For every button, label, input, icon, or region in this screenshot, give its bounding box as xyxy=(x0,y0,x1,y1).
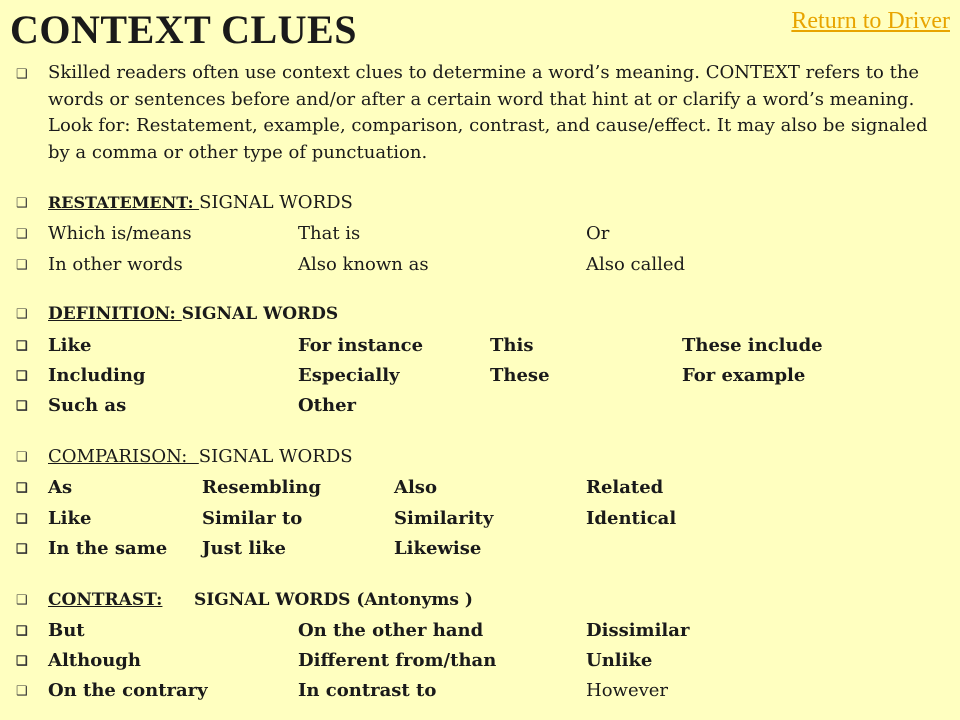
intro-paragraph: Skilled readers often use context clues to determine a word’s meaning. CONTEXT refers to the words or sentences before and/or after a certain word that hint at or clarify a word’s meaning. Look for: Restatement, example, comparison, contrast, and cause/effect. It may also be signaled by a comma or other type of punctuation. xyxy=(48,62,928,163)
signal-word: Or xyxy=(586,223,610,244)
restatement-signal-words: SIGNAL WORDS xyxy=(199,192,353,213)
signal-word: This xyxy=(490,335,534,356)
signal-word: Different from/than xyxy=(298,650,497,671)
contrast-signal-words: SIGNAL WORDS (Antonyms ) xyxy=(194,590,473,610)
signal-word: On the contrary xyxy=(48,680,208,701)
bullet-icon: ❑ xyxy=(16,450,28,465)
bullet-icon: ❑ xyxy=(16,258,28,273)
signal-word: As xyxy=(48,477,73,498)
definition-label: DEFINITION: xyxy=(48,304,182,324)
definition-heading-row xyxy=(0,299,960,329)
restatement-heading xyxy=(48,188,353,218)
signal-word: Like xyxy=(48,335,92,356)
definition-row xyxy=(0,391,960,421)
bullet-icon: ❑ xyxy=(16,307,28,322)
signal-word: In contrast to xyxy=(298,680,437,701)
bullet-icon: ❑ xyxy=(16,67,28,82)
contrast-row xyxy=(0,616,960,646)
comparison-heading-row xyxy=(0,442,960,472)
signal-word: Dissimilar xyxy=(586,620,690,641)
signal-word: For instance xyxy=(298,335,424,356)
comparison-row xyxy=(0,534,960,564)
signal-word: That is xyxy=(298,223,361,244)
signal-word: Other xyxy=(298,395,357,416)
bullet-icon: ❑ xyxy=(16,339,28,354)
comparison-row xyxy=(0,504,960,534)
bullet-icon: ❑ xyxy=(16,654,28,669)
signal-word: Just like xyxy=(202,538,286,559)
signal-word: Also called xyxy=(586,254,686,275)
signal-word: Also xyxy=(394,477,437,498)
signal-word: In the same xyxy=(48,538,168,559)
contrast-heading xyxy=(48,585,162,615)
contrast-heading-row xyxy=(0,585,960,615)
restatement-row xyxy=(0,219,960,249)
definition-row xyxy=(0,331,960,361)
signal-word: Resembling xyxy=(202,477,321,498)
signal-word: For example xyxy=(682,365,806,386)
contrast-row xyxy=(0,676,960,706)
signal-word: Such as xyxy=(48,395,127,416)
signal-word: However xyxy=(586,680,669,701)
signal-word: In other words xyxy=(48,254,183,275)
bullet-icon: ❑ xyxy=(16,542,28,557)
comparison-signal-words: SIGNAL WORDS xyxy=(198,446,353,467)
signal-word: Which is/means xyxy=(48,223,192,244)
signal-word: These include xyxy=(682,335,823,356)
definition-heading xyxy=(48,299,338,329)
comparison-heading xyxy=(48,442,353,472)
comparison-label: COMPARISON: xyxy=(48,446,199,467)
contrast-label: CONTRAST: xyxy=(48,590,163,610)
signal-word: Related xyxy=(586,477,664,498)
definition-row xyxy=(0,361,960,391)
restatement-heading-row xyxy=(0,188,960,218)
bullet-icon: ❑ xyxy=(16,399,28,414)
bullet-icon: ❑ xyxy=(16,227,28,242)
page-title: CONTEXT CLUES xyxy=(10,7,357,52)
signal-word: Also known as xyxy=(298,254,429,275)
signal-word: Similarity xyxy=(394,508,494,529)
return-to-driver-link[interactable]: Return to Driver xyxy=(791,8,950,34)
signal-word: Likewise xyxy=(394,538,482,559)
signal-word: But xyxy=(48,620,85,641)
signal-word: Similar to xyxy=(202,508,303,529)
bullet-icon: ❑ xyxy=(16,684,28,699)
restatement-label: RESTATEMENT: xyxy=(48,193,200,212)
signal-word: Like xyxy=(48,508,92,529)
contrast-row xyxy=(0,646,960,676)
bullet-icon: ❑ xyxy=(16,624,28,639)
restatement-row xyxy=(0,250,960,280)
signal-word: On the other hand xyxy=(298,620,484,641)
bullet-icon: ❑ xyxy=(16,481,28,496)
signal-word: Especially xyxy=(298,365,400,386)
signal-word: Unlike xyxy=(586,650,653,671)
signal-word: Including xyxy=(48,365,146,386)
bullet-icon: ❑ xyxy=(16,369,28,384)
signal-word: These xyxy=(490,365,550,386)
signal-word: Identical xyxy=(586,508,677,529)
bullet-icon: ❑ xyxy=(16,512,28,527)
bullet-icon: ❑ xyxy=(16,593,28,608)
signal-word: Although xyxy=(48,650,141,671)
bullet-icon: ❑ xyxy=(16,196,28,211)
definition-signal-words: SIGNAL WORDS xyxy=(181,304,339,324)
comparison-row xyxy=(0,473,960,503)
